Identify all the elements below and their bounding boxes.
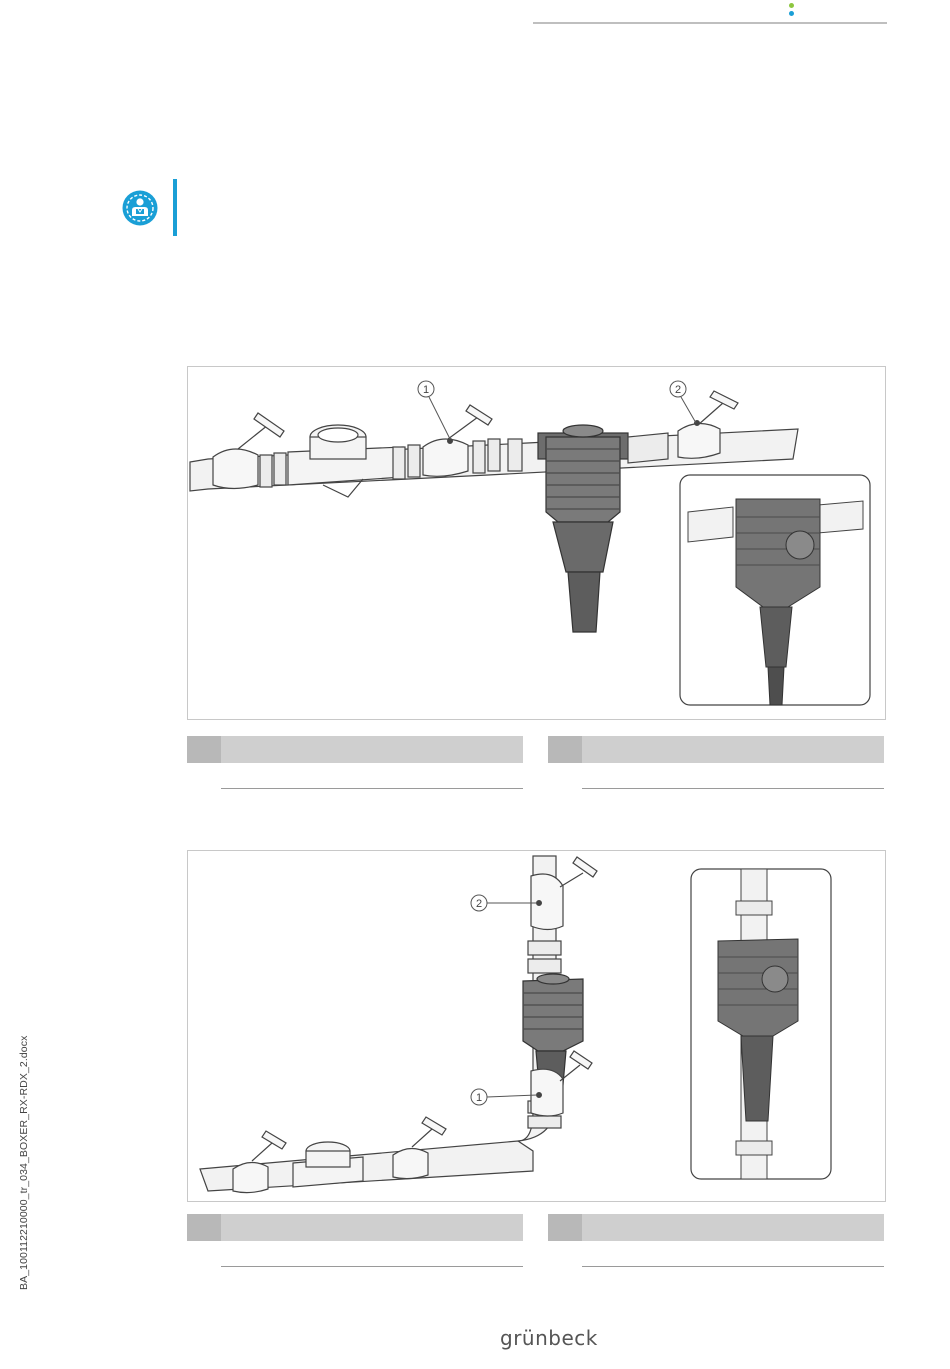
callout-2: [670, 381, 696, 423]
note-accent-bar: [173, 179, 177, 236]
figure-horizontal-installation: [187, 366, 886, 720]
figure1-legend-left-header: [187, 736, 523, 763]
filter-detail-inset: [680, 475, 870, 705]
water-meter-icon: [293, 1142, 363, 1187]
callout-2-label: 2: [674, 384, 682, 396]
water-meter-icon: [288, 425, 403, 497]
legend-number-cell: [187, 1214, 221, 1241]
figure1-legend-left-row: [221, 788, 523, 789]
figure2-legend-right-row: [582, 1266, 884, 1267]
header-rule: [533, 22, 887, 24]
header-dot-blue: [789, 11, 794, 16]
legend-number-cell: [548, 736, 582, 763]
callout-1-label: 1: [475, 1092, 483, 1104]
figure2-legend-left-header: [187, 1214, 523, 1241]
header-dot-green: [789, 3, 794, 8]
figure1-legend-right-row: [582, 788, 884, 789]
brand-logo: grünbeck: [500, 1326, 598, 1350]
horizontal-installation-drawing: [188, 367, 885, 719]
legend-number-cell: [548, 1214, 582, 1241]
callout-1-label: 1: [422, 384, 430, 396]
callout-2-label: 2: [475, 898, 483, 910]
vertical-installation-drawing: [188, 851, 885, 1201]
filter-detail-inset: [691, 869, 831, 1179]
document-file-label: BA_100112210000_tr_034_BOXER_RX-RDX_2.docx: [18, 1035, 30, 1290]
figure2-legend-left-row: [221, 1266, 523, 1267]
figure2-legend-right-header: [548, 1214, 884, 1241]
figure1-legend-right-header: [548, 736, 884, 763]
figure-vertical-installation: [187, 850, 886, 1202]
qualified-person-icon: [121, 189, 159, 227]
legend-number-cell: [187, 736, 221, 763]
filter-unit-icon: [538, 425, 628, 632]
